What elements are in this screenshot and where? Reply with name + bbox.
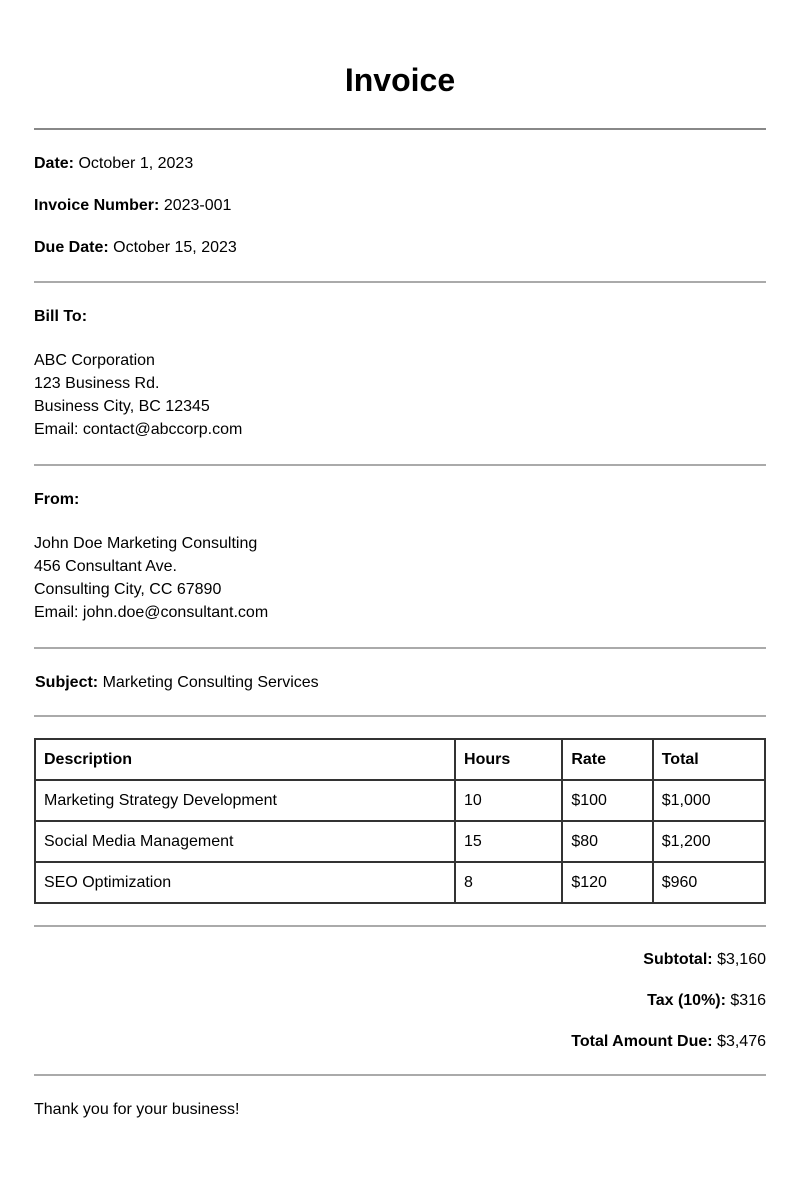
cell-description: SEO Optimization — [35, 862, 455, 903]
subtotal-value: $3,160 — [717, 951, 766, 968]
header-description: Description — [35, 739, 455, 780]
from-heading: From: — [34, 491, 80, 508]
bill-to-line: 123 Business Rd. — [34, 375, 160, 392]
total-due-line — [34, 1032, 766, 1052]
cell-rate: $80 — [562, 821, 652, 862]
subject-label: Subject: — [35, 674, 99, 691]
due-date-value: October 15, 2023 — [113, 239, 237, 256]
from-address — [34, 510, 766, 626]
subject-value: Marketing Consulting Services — [102, 674, 319, 691]
cell-hours: 15 — [455, 821, 562, 862]
subtotal-label: Subtotal: — [643, 951, 713, 968]
tax-label: Tax (10%): — [647, 992, 726, 1009]
cell-rate: $120 — [562, 862, 652, 903]
cell-total: $1,200 — [653, 821, 765, 862]
date-label: Date: — [34, 155, 75, 172]
cell-description: Marketing Strategy Development — [35, 780, 455, 821]
totals-section — [34, 927, 766, 1052]
from-line: Consulting City, CC 67890 — [34, 581, 222, 598]
thank-you-note: Thank you for your business! — [34, 1101, 240, 1118]
cell-hours: 10 — [455, 780, 562, 821]
from-line: John Doe Marketing Consulting — [34, 535, 258, 552]
table-row — [35, 780, 765, 821]
cell-rate: $100 — [562, 780, 652, 821]
total-due-label: Total Amount Due: — [571, 1033, 713, 1050]
bill-to-heading: Bill To: — [34, 308, 88, 325]
due-date — [34, 238, 766, 258]
bill-to-address — [34, 327, 766, 443]
from-section — [34, 466, 766, 626]
cell-description: Social Media Management — [35, 821, 455, 862]
invoice-number-label: Invoice Number: — [34, 197, 160, 214]
from-line: Email: john.doe@consultant.com — [34, 604, 269, 621]
cell-total: $1,000 — [653, 780, 765, 821]
page-title: Invoice — [344, 62, 456, 98]
header-rate: Rate — [562, 739, 652, 780]
invoice-page — [34, 0, 766, 1120]
tax-line — [34, 991, 766, 1011]
bill-to-line: Email: contact@abccorp.com — [34, 421, 243, 438]
tax-value: $316 — [730, 992, 766, 1009]
due-date-label: Due Date: — [34, 239, 109, 256]
invoice-number — [34, 196, 766, 216]
invoice-date — [34, 154, 766, 174]
from-line: 456 Consultant Ave. — [34, 558, 177, 575]
header-hours: Hours — [455, 739, 562, 780]
header-total: Total — [653, 739, 765, 780]
cell-total: $960 — [653, 862, 765, 903]
cell-hours: 8 — [455, 862, 562, 903]
bill-to-section — [34, 283, 766, 443]
subtotal-line — [34, 950, 766, 970]
invoice-number-value: 2023-001 — [163, 197, 232, 214]
bill-to-line: ABC Corporation — [34, 352, 155, 369]
divider — [34, 715, 766, 717]
bill-to-line: Business City, BC 12345 — [34, 398, 210, 415]
line-items-table — [34, 738, 766, 904]
invoice-meta — [34, 130, 766, 258]
date-value: October 1, 2023 — [78, 155, 194, 172]
table-header-row — [35, 739, 765, 780]
subject-line — [34, 649, 766, 693]
table-row — [35, 821, 765, 862]
table-row — [35, 862, 765, 903]
total-due-value: $3,476 — [717, 1033, 766, 1050]
